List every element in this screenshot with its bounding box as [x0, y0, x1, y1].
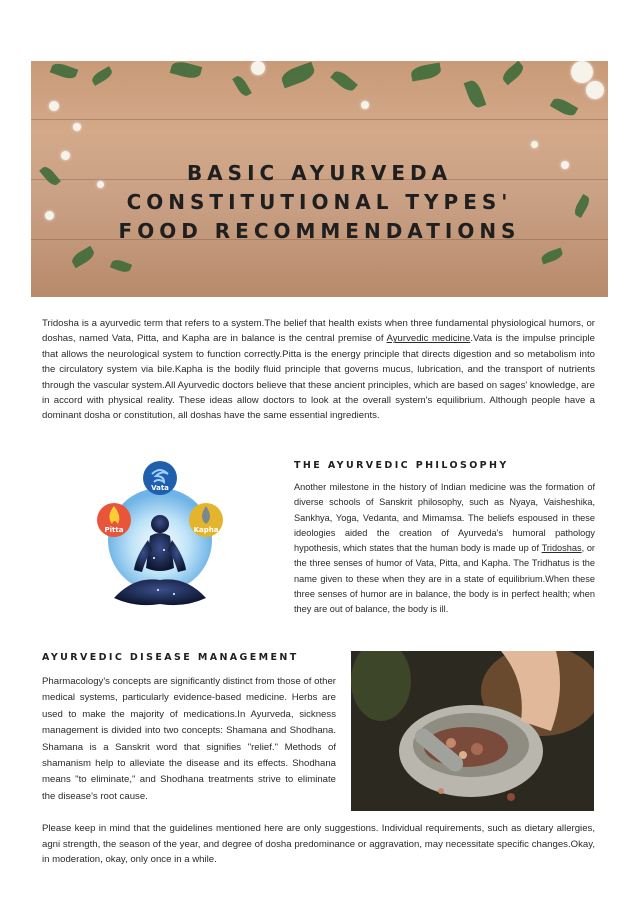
title-line-1: BASIC AYURVEDA [186, 161, 453, 185]
footer-paragraph: Please keep in mind that the guidelines mentioned here are only suggestions. Individual requirements, such as dietary allergies, agni strength, the season of the year, and degree of dosha predominance or aggravation, may necessitate specific changes.Okay, in moderation, okay, only once in a while. [42, 823, 595, 866]
title-line-2: CONSTITUTIONAL TYPES' [126, 190, 513, 214]
kapha-symbol [189, 503, 223, 537]
management-paragraph: Pharmacology's concepts are significantly distinct from those of other medical systems, particularly evidence-based medicine. Herbs are used to make the majority of medications.In Ayurveda, sickness management is divided into two concepts: Shamana and Shodhana. Shamana is a Sanskrit word that signifies "relief." Methods of shamanism help to alleviate the disease and its effects. Shodhana means "to eliminate," and Shodhana treatments strive to eliminate the disease's root cause. [42, 676, 336, 802]
pitta-label: Pitta [104, 526, 124, 534]
dosha-illustration [94, 458, 226, 616]
philosophy-heading: THE AYURVEDIC PHILOSOPHY [294, 460, 509, 471]
philosophy-text-start: Another milestone in the history of Indian medicine was the formation of diverse schools of Sanskrit philosophy, such as Nyaya, Vaisheshika, Sankhya, Yoga, Vedanta, and Mimamsa. The beliefs espoused in these ideologies aided the creation of Ayurveda's humoral pathology hypothesis, which states that the human body is made up of [294, 482, 595, 554]
intro-text-end: .Vata is the impulse principle that allows the neurological system to function correctly.Pitta is the energy principle that directs digestion and so metabolism into the circulatory system via bile.Kapha is the bodily fluid principle that governs mucus, lubrication, and the transport of nutrients through the vascular system.All Ayurvedic doctors believe that these ancient principles, which are based on sages' knowledge, are in accord with physical reality. These ideas allow doctors to look at the overall system's equilibrium. Although people have a dominant dosha or constitution, all doshas have the same essential ingredients. [42, 333, 595, 422]
intro-paragraph [42, 316, 595, 424]
management-heading: AYURVEDIC DISEASE MANAGEMENT [42, 652, 299, 663]
ayurvedic-medicine-link[interactable]: Ayurvedic medicine [386, 333, 471, 345]
page-title [31, 159, 608, 246]
philosophy-paragraph [294, 480, 595, 618]
hero-banner [31, 61, 608, 297]
title-line-3: FOOD RECOMMENDATIONS [118, 219, 521, 243]
vata-label: Vata [151, 484, 169, 492]
vata-symbol [143, 461, 177, 495]
pitta-symbol [97, 503, 131, 537]
mortar-pestle-photo [351, 651, 594, 811]
tridoshas-link[interactable]: Tridoshas [541, 543, 582, 554]
intro-text-start: Tridosha is a ayurvedic term that refers to a system.The belief that health exists when three fundamental physiological humors, or doshas, named Vata, Pitta, and Kapha are in balance is the central premise of [42, 318, 595, 345]
philosophy-text-end: , or the three senses of humor of Vata, Pitta, and Kapha. The Tridhatus is the name given to these when they are in a state of equilibrium.When these three senses of humor are in balance, the body is in perfect health; when they are out of balance, the body is ill. [294, 543, 595, 615]
kapha-label: Kapha [193, 526, 219, 534]
